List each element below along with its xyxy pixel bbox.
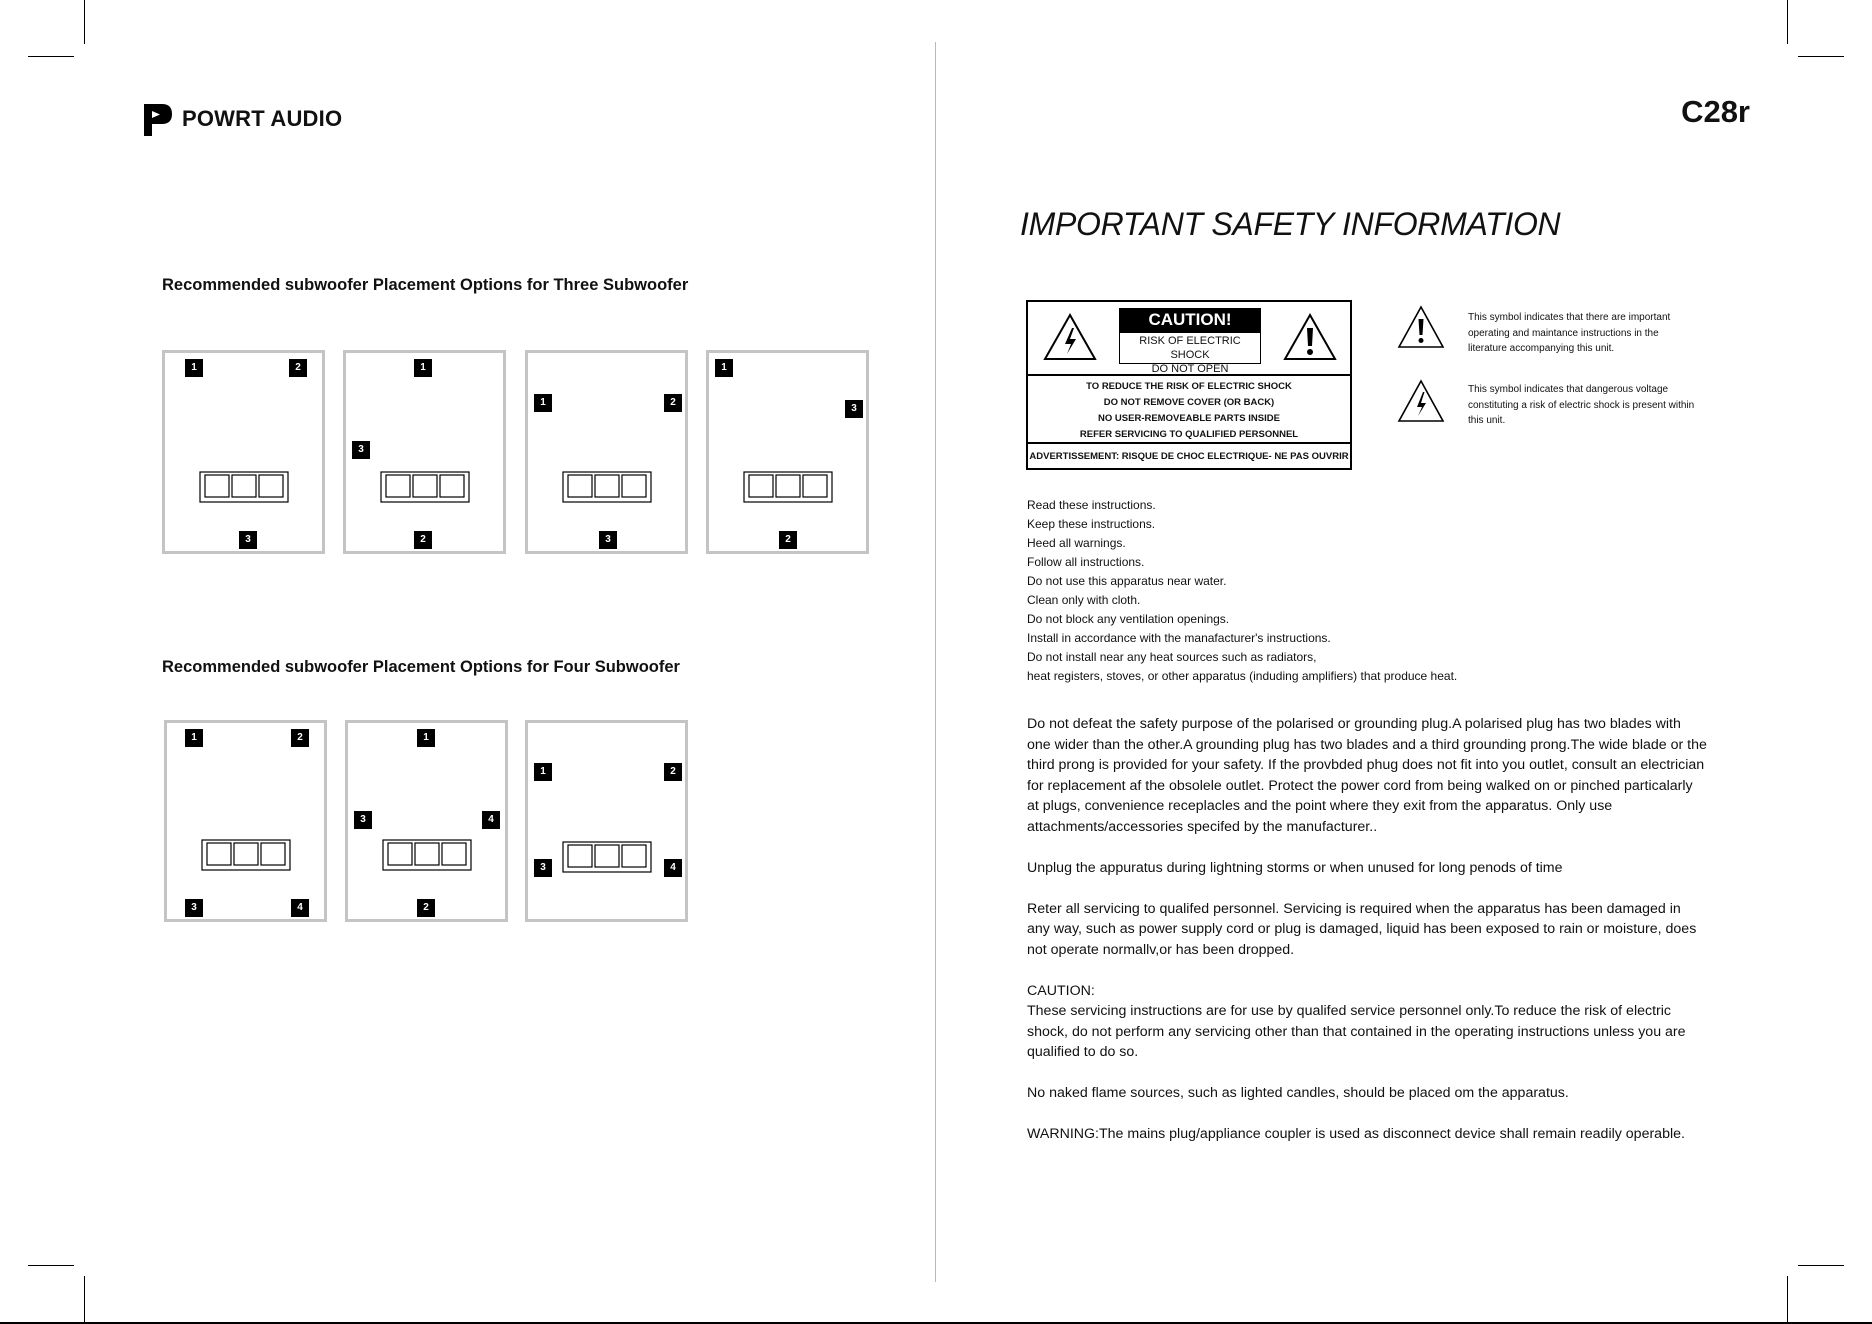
- list-item: Read these instructions.: [1027, 498, 1156, 512]
- list-item: Do not use this apparatus near water.: [1027, 574, 1227, 588]
- sub-marker: 2: [289, 359, 307, 377]
- sofa-icon: [199, 471, 289, 503]
- sofa-icon: [382, 839, 472, 871]
- sofa-icon: [201, 839, 291, 871]
- placement-diagram: [525, 350, 688, 554]
- sub-marker: 1: [417, 729, 435, 747]
- caution-line: REFER SERVICING TO QUALIFIED PERSONNEL: [1079, 429, 1299, 440]
- sofa-icon: [743, 471, 833, 503]
- caution-sub-line: RISK OF ELECTRIC SHOCK: [1139, 335, 1241, 361]
- three-subwoofer-title: Recommended subwoofer Placement Options for Three Subwoofer: [162, 276, 689, 294]
- page-divider: [935, 42, 936, 1282]
- sofa-icon: [380, 471, 470, 503]
- exclamation-triangle-icon: [1396, 304, 1446, 350]
- list-item: Keep these instructions.: [1027, 517, 1156, 531]
- sofa-icon: [562, 841, 652, 873]
- brand-name: POWRT AUDIO: [182, 106, 343, 131]
- sub-marker: 1: [185, 729, 203, 747]
- four-subwoofer-title: Recommended subwoofer Placement Options for Four Subwoofer: [162, 658, 680, 676]
- caution-line: DO NOT REMOVE COVER (OR BACK): [1103, 397, 1275, 408]
- crop-mark: [1798, 56, 1844, 57]
- symbol-description: This symbol indicates that there are important operating and maintance instructions in the literature accompanying this unit.: [1468, 312, 1671, 354]
- sub-marker: 3: [352, 441, 370, 459]
- placement-diagram: [345, 720, 508, 922]
- list-item: Do not install near any heat sources such as radiators,: [1027, 650, 1317, 664]
- sub-marker: 3: [599, 531, 617, 549]
- placement-diagram: [164, 720, 327, 922]
- sub-marker: 3: [534, 859, 552, 877]
- paragraph: WARNING:The mains plug/appliance coupler is used as disconnect device shall remain readily operable.: [1027, 1126, 1685, 1142]
- caution-warning-lines: [1028, 374, 1350, 444]
- sub-marker: 4: [664, 859, 682, 877]
- caution-label-header: [1028, 302, 1350, 376]
- lightning-triangle-icon: [1042, 312, 1098, 362]
- sub-marker: 1: [534, 394, 552, 412]
- sub-marker: 1: [534, 763, 552, 781]
- crop-mark: [28, 56, 74, 57]
- caution-label: [1026, 300, 1352, 470]
- paragraph: CAUTION: These servicing instructions are for use by qualifed service personnel only.To reduce the risk of electric shock, do not perform any servicing other than that contained in the operating instructions unless you are qualified to do so.: [1027, 982, 1686, 1060]
- crop-mark: [1787, 1276, 1788, 1324]
- caution-sub-line: DO NOT OPEN: [1151, 363, 1229, 375]
- sub-marker: 2: [414, 531, 432, 549]
- list-item: Do not block any ventilation openings.: [1027, 612, 1230, 626]
- symbol-description: This symbol indicates that dangerous voltage constituting a risk of electric shock is present within this unit.: [1468, 384, 1695, 426]
- caution-line: TO REDUCE THE RISK OF ELECTRIC SHOCK: [1086, 381, 1292, 392]
- safety-paragraphs: [1027, 714, 1707, 1165]
- caution-subtitle: [1119, 332, 1261, 375]
- paragraph: Unplug the appuratus during lightning storms or when unused for long penods of time: [1027, 859, 1563, 876]
- sub-marker: 2: [291, 729, 309, 747]
- caution-heading: CAUTION!: [1119, 308, 1261, 332]
- list-item: Heed all warnings.: [1027, 536, 1126, 550]
- sofa-icon: [562, 471, 652, 503]
- sub-marker: 1: [414, 359, 432, 377]
- caution-french-warning: ADVERTISSEMENT: RISQUE DE CHOC ELECTRIQUE- NE PAS OUVRIR: [1029, 451, 1349, 462]
- page-title: IMPORTANT SAFETY INFORMATION: [1020, 206, 1561, 242]
- sub-marker: 2: [779, 531, 797, 549]
- model-number: C28r: [1681, 94, 1750, 129]
- sub-marker: 2: [417, 899, 435, 917]
- sub-marker: 1: [185, 359, 203, 377]
- placement-diagram: [706, 350, 869, 554]
- sub-marker: 3: [845, 400, 863, 418]
- paragraph: Reter all servicing to qualifed personnel. Servicing is required when the apparatus has been damaged in any way, such as power supply cord or plug is damaged, liquid has been exposed to rain or moisture, does not operate normallv,or has been dropped.: [1027, 900, 1697, 958]
- exclamation-triangle-icon: [1282, 312, 1338, 362]
- sub-marker: 3: [239, 531, 257, 549]
- paragraph: No naked flame sources, such as lighted candles, should be placed om the apparatus.: [1027, 1085, 1569, 1101]
- brand-logo: [142, 100, 342, 138]
- list-item: Follow all instructions.: [1027, 555, 1145, 569]
- crop-mark: [84, 0, 85, 44]
- sub-marker: 3: [185, 899, 203, 917]
- placement-diagram: [343, 350, 506, 554]
- placement-diagram: [162, 350, 325, 554]
- paragraph: Do not defeat the safety purpose of the polarised or grounding plug.A polarised plug has two blades with one wider than the other.A grounding plug has two blades and a third grounding prong.The wide blade or the third prong is provided for your safety. If the provbded phug does not fit into you outlet, consult an electrician for replacement af the obsolele outlet. Protect the power cord from being walked on or pinched particalarly at plugs, convenience receplacles and the point where they exit from the apparatus. Only use attachments/accessories specifed by the manufacturer..: [1027, 716, 1707, 835]
- caution-line: NO USER-REMOVEABLE PARTS INSIDE: [1098, 413, 1280, 424]
- placement-diagram: [525, 720, 688, 922]
- lightning-triangle-icon: [1396, 378, 1446, 424]
- sub-marker: 4: [291, 899, 309, 917]
- crop-mark: [1798, 1265, 1844, 1266]
- crop-mark: [28, 1265, 74, 1266]
- crop-mark: [1787, 0, 1788, 44]
- powrt-logo-icon: [142, 100, 174, 138]
- sub-marker: 4: [482, 811, 500, 829]
- list-item: heat registers, stoves, or other apparatus (induding amplifiers) that produce heat.: [1027, 669, 1458, 683]
- sub-marker: 3: [354, 811, 372, 829]
- list-item: Install in accordance with the manafacturer's instructions.: [1027, 631, 1331, 645]
- list-item: Clean only with cloth.: [1027, 593, 1141, 607]
- sub-marker: 1: [715, 359, 733, 377]
- sub-marker: 2: [664, 763, 682, 781]
- instruction-list: [1027, 496, 1457, 686]
- crop-mark: [84, 1276, 85, 1324]
- sub-marker: 2: [664, 394, 682, 412]
